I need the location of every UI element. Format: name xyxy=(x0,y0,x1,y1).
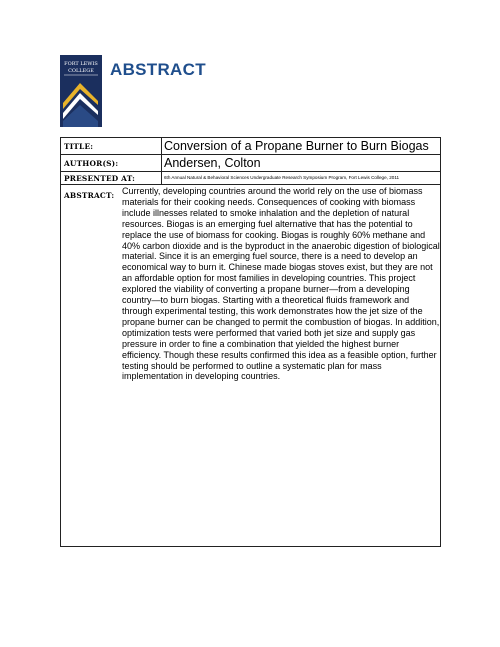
page-heading: ABSTRACT xyxy=(110,60,206,79)
svg-text:FORT LEWIS: FORT LEWIS xyxy=(64,61,98,67)
authors-row xyxy=(61,155,440,172)
title-value: Conversion of a Propane Burner to Burn Biogas xyxy=(164,139,429,153)
authors-label: AUTHOR(S): xyxy=(64,159,119,168)
presented-row xyxy=(61,172,440,185)
college-logo xyxy=(60,55,102,127)
title-row xyxy=(61,138,440,155)
authors-value: Andersen, Colton xyxy=(164,156,261,170)
abstract-form xyxy=(60,137,441,547)
presented-label: PRESENTED AT: xyxy=(64,174,136,183)
presented-value: 6th Annual Natural & Behavioral Sciences Undergraduate Research Symposium Program, Fort Lewis College, 2011 xyxy=(164,175,400,180)
svg-text:COLLEGE: COLLEGE xyxy=(68,68,94,74)
abstract-text: Currently, developing countries around the world rely on the use of biomass materials for their cooking needs. Consequences of cooking with biomass include illnesses related to smoke inhalation and the depletion of natural resources. Biogas is an emerging fuel alternative that has the potential to replace the use of biomass for cooking. Biogas is roughly 60% methane and 40% carbon dioxide and is the byproduct in the anaerobic digestion of biological material. Since it is an emerging fuel source, there is a need to develop an economical way to burn it. Chinese made biogas stoves exist, but they are not an affordable option for most families in developing countries. This project explored the viability of converting a propane burner—from a developing country—to burn biogas. Starting with a theoretical fluids framework and through experimental testing, this work demonstrates how the jet size of the propane burner can be changed to permit the combustion of biogas. In addition, optimization tests were performed that varied both jet size and supply gas pressure in order to fine a combination that yielded the highest burner efficiency. Though these results confirmed this idea as a feasible option, further testing should be performed to outline a systematic plan for mass implementation in developing countries. xyxy=(122,186,440,382)
abstract-label: ABSTRACT: xyxy=(64,191,115,200)
title-label: TITLE: xyxy=(64,142,94,151)
